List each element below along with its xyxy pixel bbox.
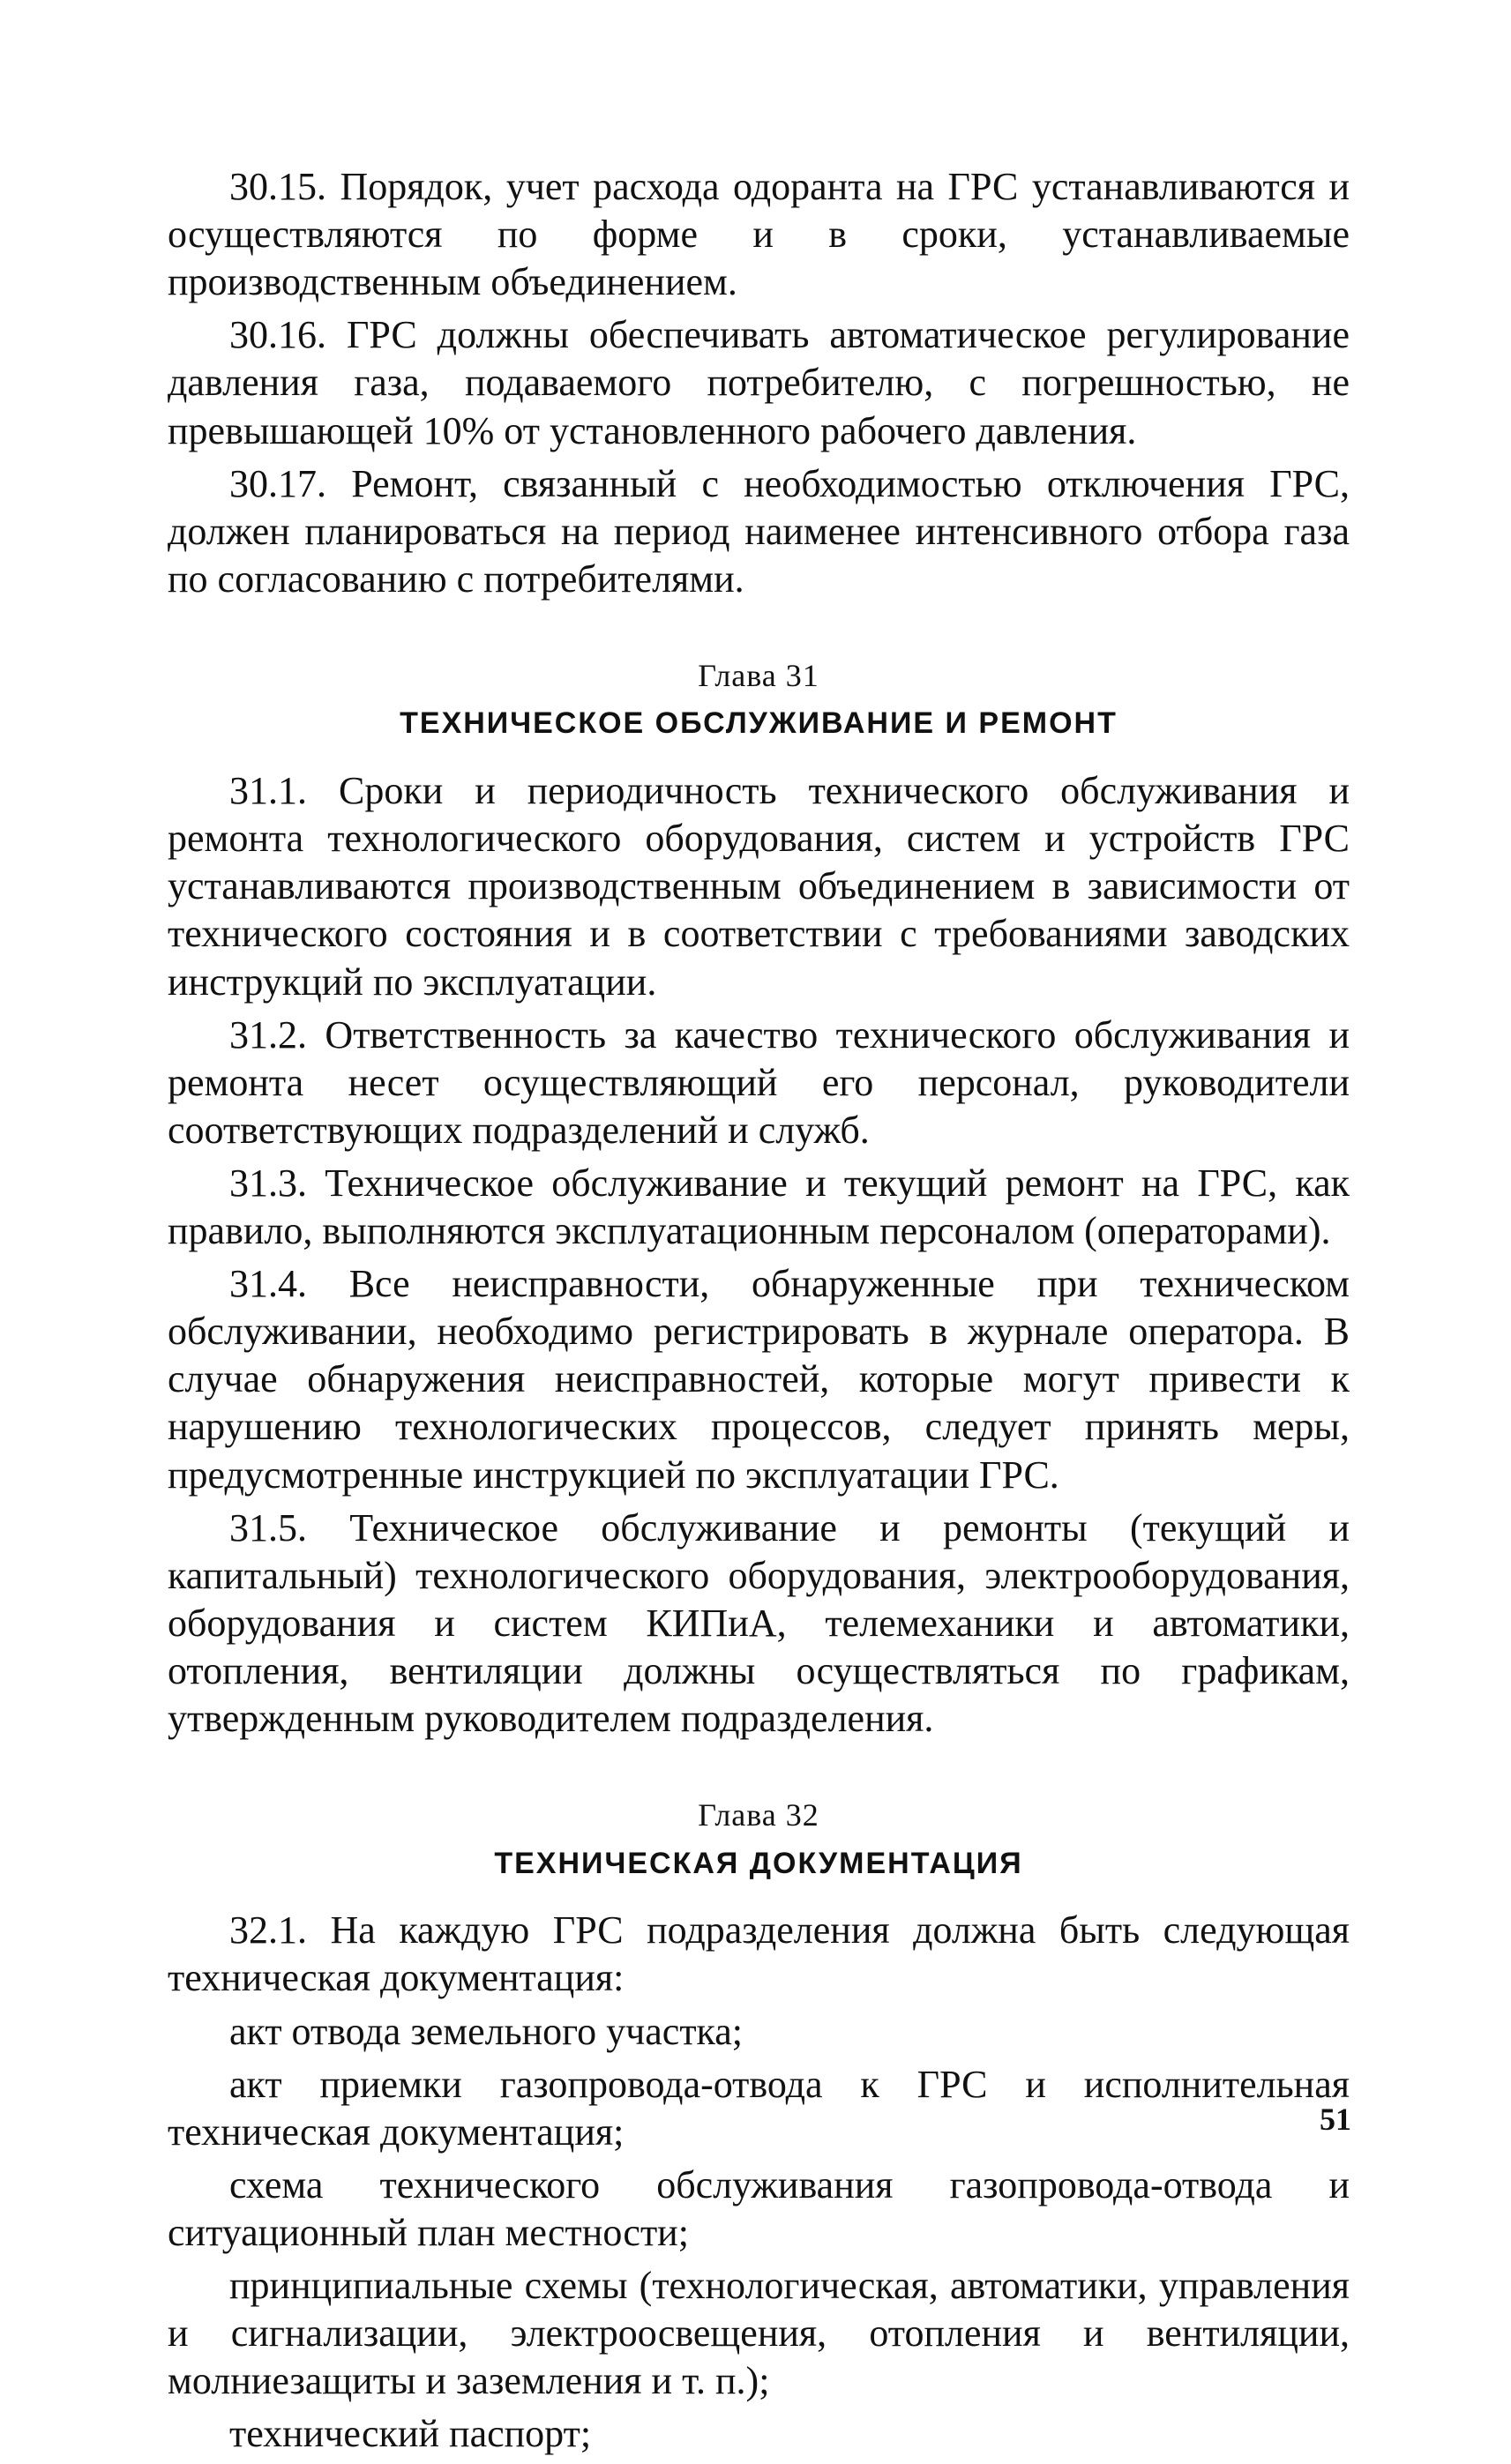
paragraph-31-3: 31.3. Техническое обслуживание и текущий ремонт на ГРС, как правило, выполняются эксплуатационным персоналом (операторами). bbox=[168, 1161, 1350, 1253]
paragraph-32-1: 32.1. На каждую ГРС подразделения должна быть следующая техническая документация: bbox=[168, 1908, 1350, 2000]
list-item: акт отвода земельного участка; bbox=[229, 2009, 744, 2053]
list-item: технический паспорт; bbox=[229, 2412, 592, 2456]
chapter-32-title: ТЕХНИЧЕСКАЯ ДОКУМЕНТАЦИЯ bbox=[494, 1846, 1023, 1880]
list-item: принципиальные схемы (технологическая, автоматики, управления и сигнализации, электроосвещения, отопления и вентиляции, молниезащиты и заземления и т. п.); bbox=[168, 2264, 1350, 2403]
page-number: 51 bbox=[1320, 2102, 1351, 2137]
chapter-32-label: Глава 32 bbox=[698, 1797, 819, 1833]
paragraph-30-15: 30.15. Порядок, учет расхода одоранта на ГРС устанавливаются и осуществляются по форме и в сроки, устанавливаемые производственным объединением. bbox=[168, 165, 1350, 304]
paragraph-31-4: 31.4. Все неисправности, обнаруженные при техническом обслуживании, необходимо регистрировать в журнале оператора. В случае обнаружения неисправностей, которые могут привести к нарушению технологических процессов, следует принять меры, предусмотренные инструкцией по эксплуатации ГРС. bbox=[168, 1262, 1350, 1497]
chapter-31-title: ТЕХНИЧЕСКОЕ ОБСЛУЖИВАНИЕ И РЕМОНТ bbox=[400, 706, 1118, 741]
chapter-31-label: Глава 31 bbox=[698, 657, 819, 693]
paragraph-30-16: 30.16. ГРС должны обеспечивать автоматическое регулирование давления газа, подаваемого потребителю, с погрешностью, не превышающей 10% от установленного рабочего давления. bbox=[168, 313, 1350, 452]
paragraph-30-17: 30.17. Ремонт, связанный с необходимостью отключения ГРС, должен планироваться на период наименее интенсивного отбора газа по согласованию с потребителями. bbox=[168, 461, 1350, 601]
list-item: схема технического обслуживания газопровода-отвода и ситуационный план местности; bbox=[168, 2162, 1350, 2254]
paragraph-31-2: 31.2. Ответственность за качество технического обслуживания и ремонта несет осуществляющий его персонал, руководители соответствующих подразделений и служб. bbox=[168, 1012, 1350, 1152]
paragraph-31-1: 31.1. Сроки и периодичность технического обслуживания и ремонта технологического оборудования, систем и устройств ГРС устанавливаются производственным объединением в зависимости от технического состояния и в соответствии с требованиями заводских инструкций по эксплуатации. bbox=[168, 769, 1350, 1004]
list-item: акт приемки газопровода-отвода к ГРС и исполнительная техническая документация; bbox=[168, 2062, 1350, 2154]
paragraph-31-5: 31.5. Техническое обслуживание и ремонты (текущий и капитальный) технологического оборудования, электрооборудования, оборудования и систем КИПиА, телемеханики и автоматики, отопления, вентиляции должны осуществляться по графикам, утвержденным руководителем подразделения. bbox=[168, 1505, 1350, 1741]
document-page bbox=[168, 163, 1350, 2464]
